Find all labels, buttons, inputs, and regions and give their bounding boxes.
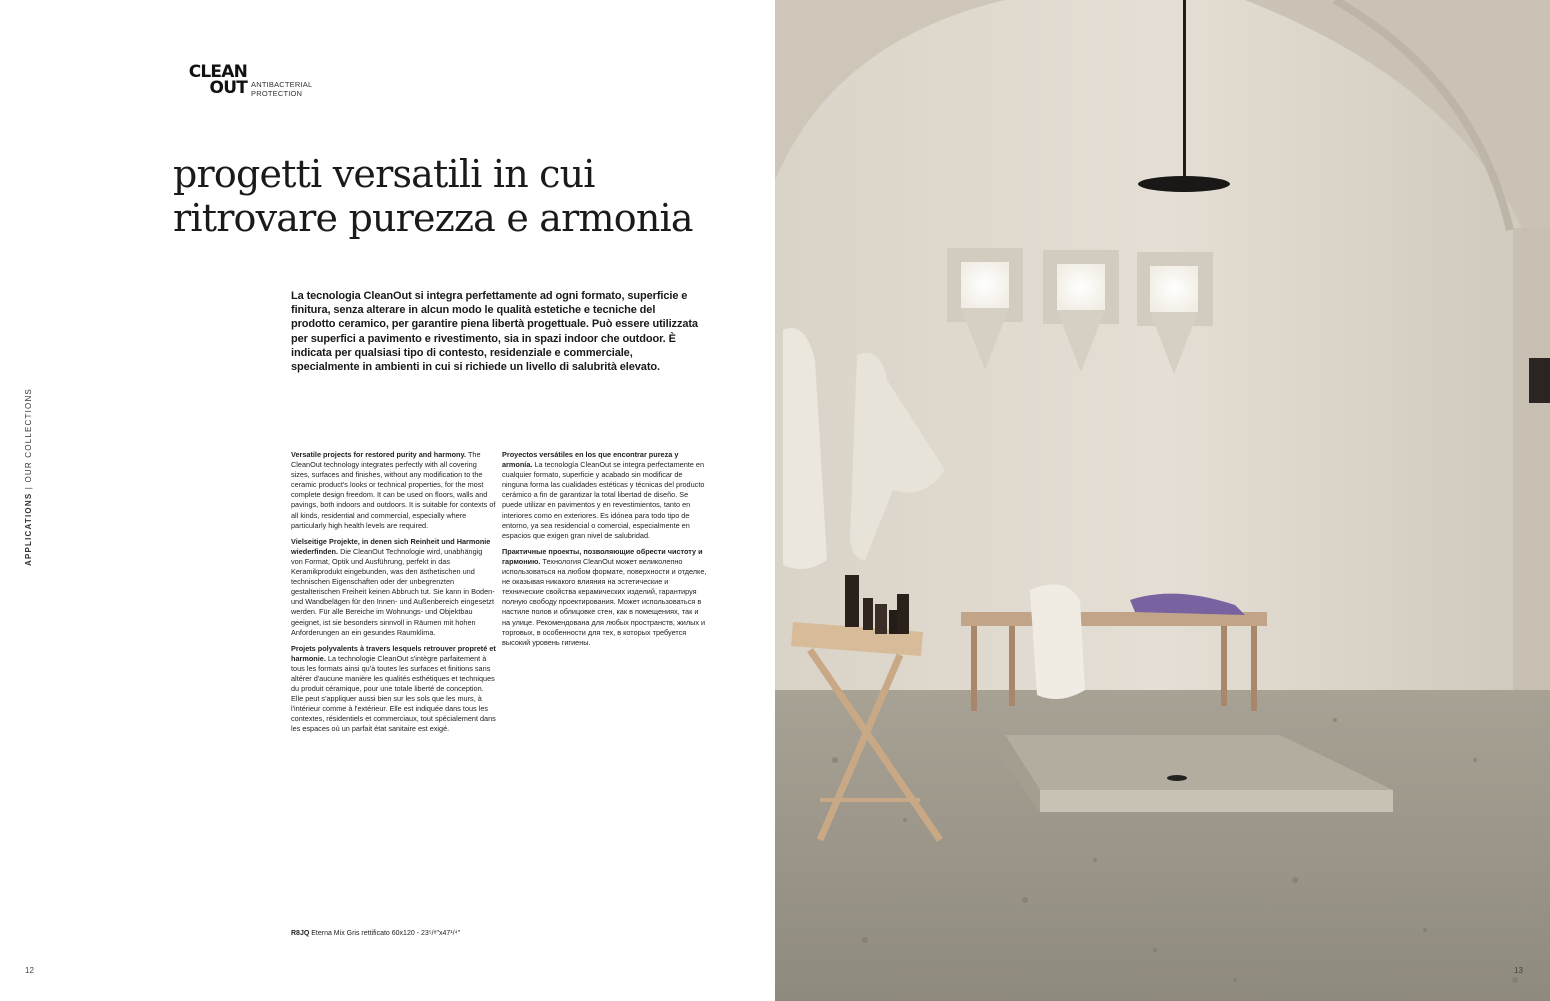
page-headline: progetti versatili in cui ritrovare purezza e armonia <box>173 152 693 240</box>
text-column-left <box>291 450 496 741</box>
page-number-left: 12 <box>25 966 34 975</box>
product-caption: R8JQ Eterna Mix Gris rettificato 60x120 - 23⁵/⁸"x47¹/⁴" <box>291 930 461 937</box>
section-side-label: APPLICATIONS | OUR COLLECTIONS <box>24 388 33 566</box>
russian-paragraph: Практичные проекты, позволяющие обрести чистоту и гармонию. Технология CleanOut может великолепно использоваться на любом формате, поверхности и отделке, не оказывая никакого влияния на эстетические и технические свойства керамических изделий, гарантируя полную свободу проектирования. Может использоваться в настиле полов и облицовке стен, как в помещениях, так и на улице. Рекомендована для любых пространств, жилых и торговых, в особенности для тех, в которых требуется высокий уровень гигиены. <box>502 546 707 647</box>
page-number-right: 13 <box>1514 966 1523 975</box>
logo-wordmark: CLEAN OUT <box>188 62 247 98</box>
german-paragraph: Vielseitige Projekte, in denen sich Reinheit und Harmonie wiederfinden. Die CleanOut Technologie wird, unabhängig von Format, Optik und Ausführung, perfekt in das Keramikprodukt eingebunden, was den ästhetischen und technischen Eigenschaften oder der unbegrenzten gestalterischen Freiheit keinen Abbruch tut. Sie kann in Boden- und Wandbelägen für den Innen- und Außenbereich eingesetzt werden. Für alle Bereiche im Wohnungs- und Objektbau geeignet, ist sie besonders sinnvoll in Räumen mit hohen Anforderungen an ein gesundes Raumklima. <box>291 536 495 637</box>
lead-paragraph: La tecnologia CleanOut si integra perfettamente ad ogni formato, superficie e finitura, senza alterare in alcun modo le qualità estetiche e tecniche del prodotto ceramico, per garantire piena libertà progettuale. Può essere utilizzata per superfici a pavimento e rivestimento, sia in spazi indoor che outdoor. È indicata per qualsiasi tipo di contesto, residenziale e commerciale, specialmente in ambienti in cui si richiede un livello di salubrità elevato. <box>291 290 698 374</box>
text-column-right <box>502 450 707 654</box>
spanish-paragraph: Proyectos versátiles en los que encontrar pureza y armonía. La tecnología CleanOut se integra perfectamente en cualquier formato, superficie y acabado sin modificar de ninguna forma las cualidades estéticas y técnicas del producto cerámico a fin de garantizar la total libertad de diseño. Se puede utilizar en pavimentos y en revestimientos, tanto en interiores como en exteriores. Es idónea para todo tipo de entorno, ya sea residencial o comercial, especialmente en espacios que exigen gran nivel de salubridad. <box>502 450 705 540</box>
bathroom-illustration <box>775 0 1550 1001</box>
bathroom-photo <box>775 0 1550 1001</box>
logo-tagline: ANTIBACTERIAL PROTECTION <box>251 80 313 98</box>
french-paragraph: Projets polyvalents à travers lesquels retrouver propreté et harmonie. La technologie CleanOut s'intègre parfaitement à tous les formats ainsi qu'à toutes les surfaces et finitions sans altérer d'aucune manière les qualités esthétiques et techniques du produit céramique, pour une totale liberté de conception. Elle peut s'appliquer aussi bien sur les sols que les murs, à l'intérieur comme à l'extérieur. Elle est indiquée dans tous les contextes, résidentiels et commerciaux, tout spécialement dans les espaces où un parfait état sanitaire est exigé. <box>291 643 496 734</box>
english-paragraph: Versatile projects for restored purity and harmony. The CleanOut technology integrates perfectly with all covering sizes, surfaces and finishes, without any modification to the ceramic product's looks or technical properties, for the most complete design freedom. It can be used on floors, walls and pavings, both indoors and outdoors. It is suitable for contexts of all kinds, residential and commercial, especially where particularly high health levels are required. <box>291 450 496 530</box>
wall-windows <box>947 248 1213 374</box>
